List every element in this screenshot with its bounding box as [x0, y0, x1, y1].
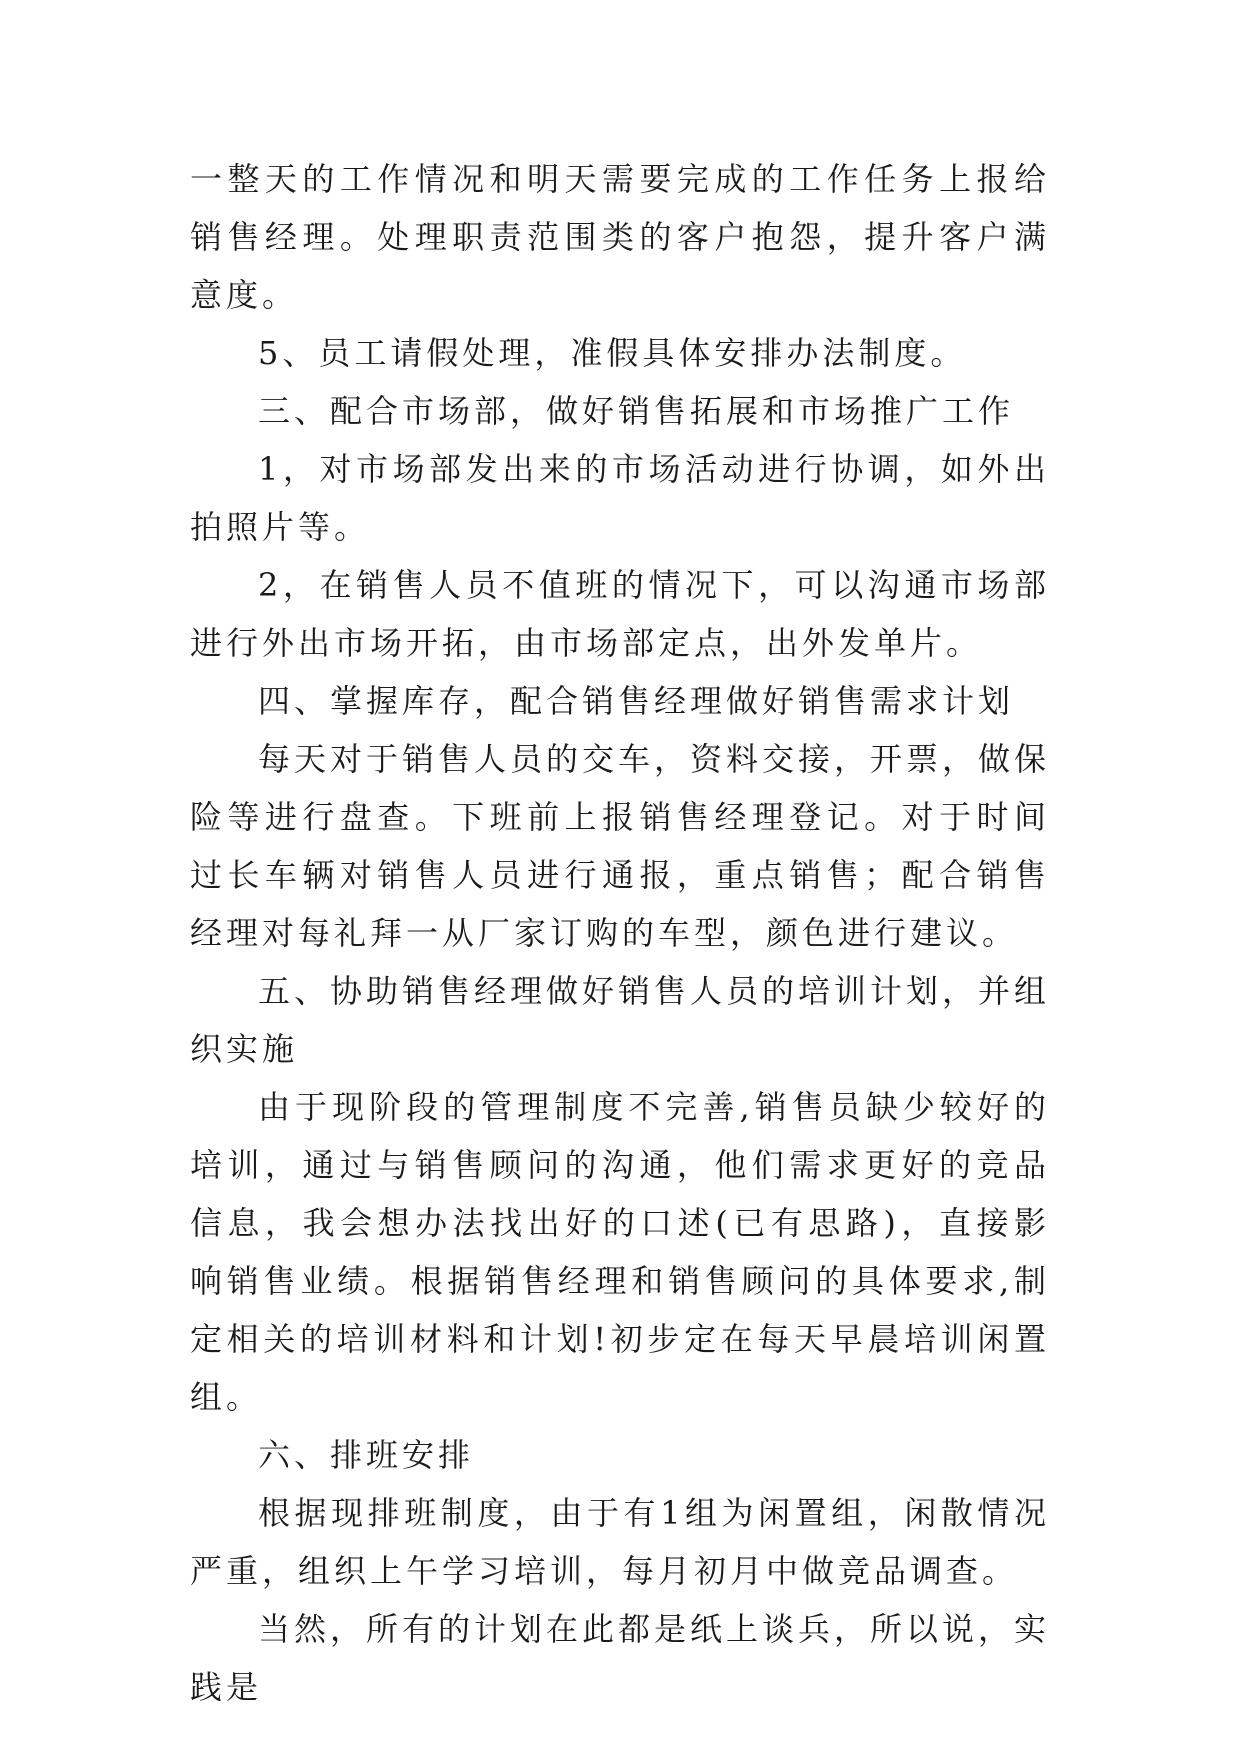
- paragraph-12: 当然，所有的计划在此都是纸上谈兵，所以说，实践是: [190, 1610, 1051, 1706]
- paragraph-1: 一整天的工作情况和明天需要完成的工作任务上报给销售经理。处理职责范围类的客户抱怨，提升客户满意度。: [190, 160, 1050, 314]
- paragraph-9: 由于现阶段的管理制度不完善,销售员缺少较好的培训，通过与销售顾问的沟通，他们需求更好的竞品信息，我会想办法找出好的口述(已有思路)，直接影响销售业绩。根据销售经理和销售顾问的具体要求,制定相关的培训材料和计划!初步定在每天早晨培训闲置组。: [190, 1088, 1050, 1416]
- paragraph-5: 2，在销售人员不值班的情况下，可以沟通市场部进行外出市场开拓，由市场部定点，出外发单片。: [190, 566, 1050, 662]
- paragraph-7: 每天对于销售人员的交车，资料交接，开票，做保险等进行盘查。下班前上报销售经理登记。对于时间过长车辆对销售人员进行通报，重点销售；配合销售经理对每礼拜一从厂家订购的车型，颜色进行建议。: [190, 740, 1051, 952]
- document-body: [190, 150, 1050, 1716]
- section-heading-4: 四、掌握库存，配合销售经理做好销售需求计划: [258, 682, 1015, 720]
- section-heading-3: 三、配合市场部，做好销售拓展和市场推广工作: [258, 392, 1015, 430]
- paragraph-4: 1，对市场部发出来的市场活动进行协调，如外出拍照片等。: [190, 450, 1050, 546]
- section-heading-6: 六、排班安排: [258, 1436, 475, 1474]
- paragraph-2: 5、员工请假处理，准假具体安排办法制度。: [258, 334, 967, 372]
- paragraph-11: 根据现排班制度，由于有1组为闲置组，闲散情况严重，组织上午学习培训，每月初月中做竞品调查。: [190, 1494, 1050, 1590]
- section-heading-5: 五、协助销售经理做好销售人员的培训计划，并组织实施: [190, 972, 1051, 1068]
